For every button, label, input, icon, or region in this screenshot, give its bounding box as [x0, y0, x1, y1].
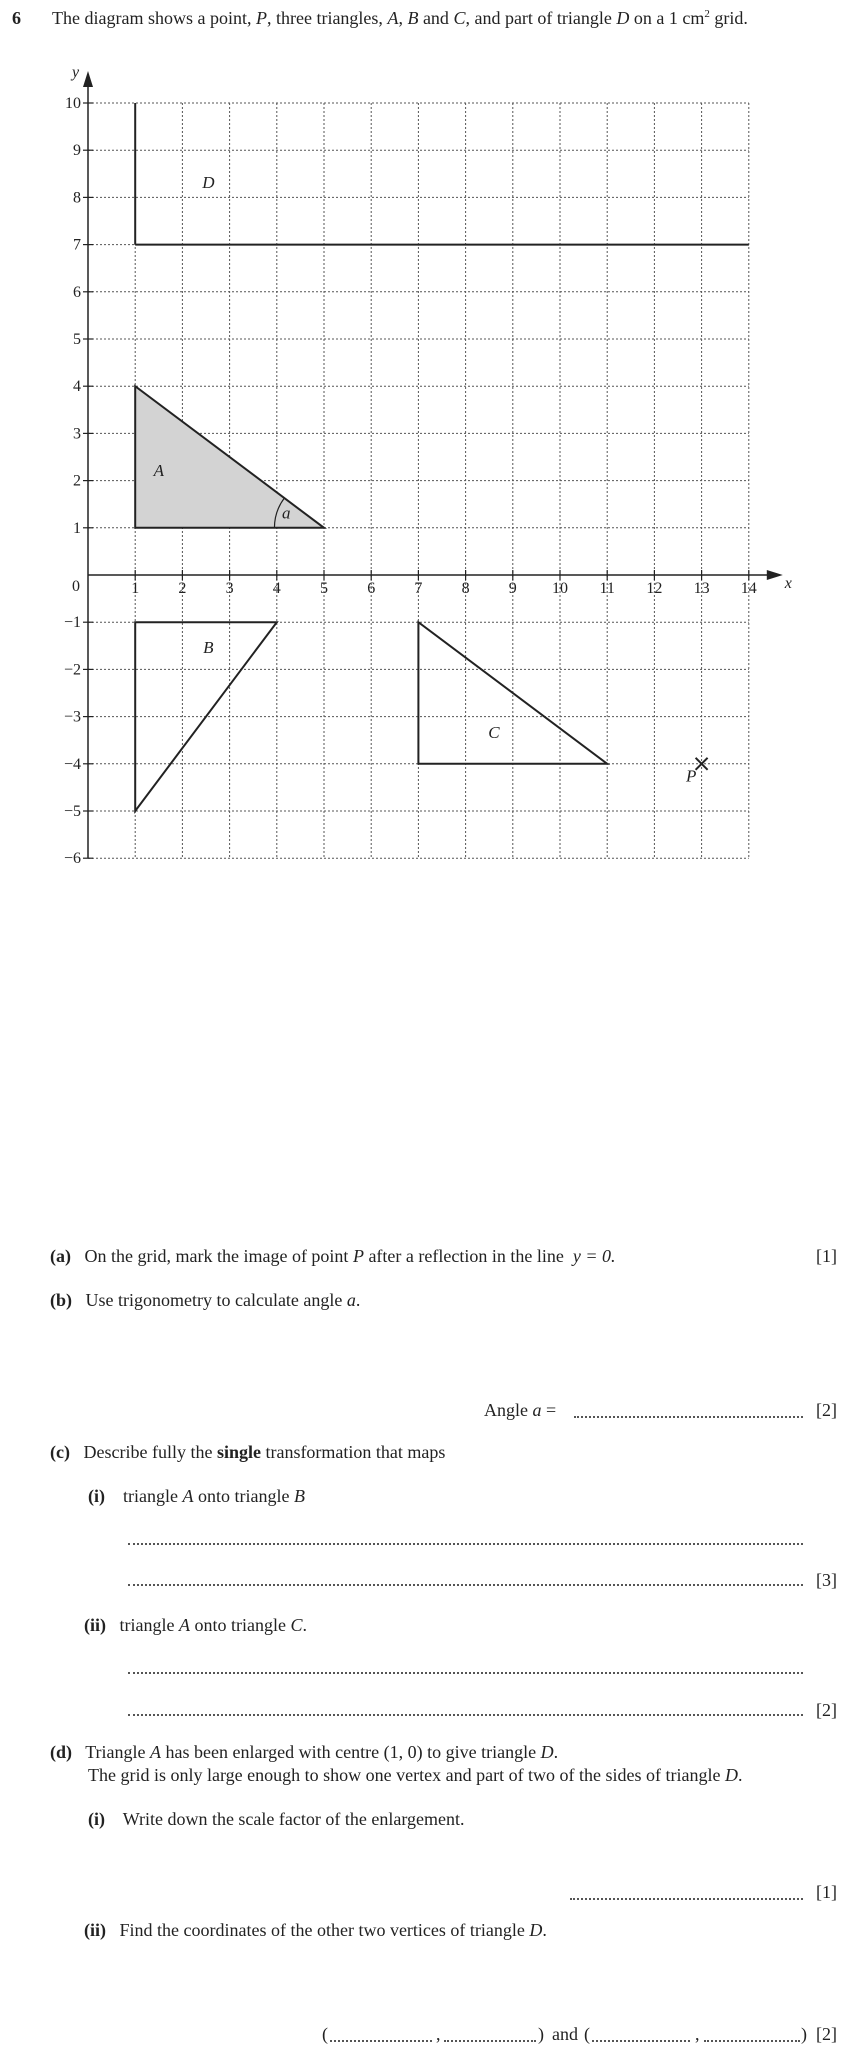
x-tick-label: 1	[131, 580, 140, 597]
part-c-ii-text: triangle	[119, 1615, 179, 1635]
part-c-i-letter: (i)	[88, 1486, 105, 1506]
y-tick-label: 1	[73, 519, 81, 537]
answer-line-c-i-1[interactable]	[128, 1543, 803, 1545]
part-d-var: A	[150, 1742, 162, 1762]
answer-d-ii-x1[interactable]	[330, 2040, 432, 2042]
part-c-text: Describe fully the	[83, 1442, 217, 1462]
part-c-ii-letter: (ii)	[84, 1615, 106, 1635]
part-d-ii-marks: [2]	[816, 2024, 837, 2044]
triangle-a-label: A	[153, 460, 164, 480]
y-tick-label: 4	[73, 378, 81, 396]
x-tick-label: 7	[414, 580, 423, 597]
x-tick-label: 9	[508, 580, 517, 597]
part-d-i-marks: [1]	[816, 1882, 837, 1902]
paren-close-1: )	[538, 2024, 544, 2044]
part-c-letter: (c)	[50, 1442, 70, 1462]
part-d-i-text: Write down the scale factor of the enlargement.	[122, 1809, 465, 1829]
part-d-line2	[88, 1765, 743, 1786]
part-c-i-var: B	[293, 1486, 305, 1506]
intro-var-b: B	[407, 8, 419, 28]
part-d-i	[88, 1809, 465, 1830]
y-axis-label: y	[72, 64, 80, 81]
y-tick-label: −1	[63, 614, 81, 632]
x-tick-label: 13	[693, 580, 710, 597]
part-c-ii-text: onto triangle	[189, 1615, 291, 1635]
x-tick-label: 6	[367, 580, 376, 597]
y-tick-label: −4	[63, 755, 81, 773]
part-c-i-text: onto triangle	[193, 1486, 294, 1506]
part-d-text: has been enlarged with centre (1, 0) to give triangle	[161, 1742, 541, 1762]
intro-var-d: D	[616, 8, 630, 28]
intro-var-p: P	[255, 8, 267, 28]
paren-open-2: (	[584, 2024, 590, 2044]
paren-close-2: )	[801, 2024, 807, 2044]
intro-text: The diagram shows a point,	[52, 8, 256, 28]
part-a-marks: [1]	[816, 1246, 837, 1266]
part-d-letter: (d)	[50, 1742, 72, 1762]
triangle-c-label: C	[488, 722, 500, 742]
part-b-marks: [2]	[816, 1400, 837, 1420]
part-d-text: Triangle	[85, 1742, 151, 1762]
origin-label: 0	[72, 578, 80, 595]
part-c-ii-text: .	[302, 1615, 307, 1635]
y-tick-label: 7	[73, 236, 81, 254]
y-tick-label: −6	[63, 850, 81, 868]
part-c-i	[88, 1486, 305, 1507]
part-c-text: transformation that maps	[260, 1442, 446, 1462]
and-text: and	[552, 2024, 578, 2044]
part-a-equation: y = 0.	[572, 1246, 616, 1266]
part-c	[50, 1442, 445, 1463]
x-tick-label: 3	[225, 580, 234, 597]
part-c-ii-marks: [2]	[816, 1700, 837, 1720]
y-tick-label: −2	[63, 661, 81, 679]
intro-text: , three triangles,	[266, 8, 388, 28]
answer-d-ii-y2[interactable]	[704, 2040, 800, 2042]
part-d-ii	[84, 1920, 547, 1941]
x-tick-label: 5	[320, 580, 328, 597]
triangle-b-label: B	[203, 637, 214, 657]
answer-line-c-i-2[interactable]	[128, 1584, 803, 1586]
intro-text: and	[418, 8, 454, 28]
triangle-d-label: D	[202, 172, 215, 192]
part-a-text: On the grid, mark the image of point	[84, 1246, 353, 1266]
part-c-ii	[84, 1615, 307, 1636]
answer-d-ii-y1[interactable]	[444, 2040, 536, 2042]
part-b-letter: (b)	[50, 1290, 72, 1310]
y-tick-label: 6	[73, 283, 81, 301]
intro-var-c: C	[453, 8, 466, 28]
part-c-i-var: A	[182, 1486, 194, 1506]
intro-text: , and part of triangle	[465, 8, 617, 28]
point-p-label: P	[686, 766, 697, 786]
x-tick-label: 2	[178, 580, 187, 597]
y-tick-label: −5	[63, 803, 81, 820]
part-d-text: The grid is only large enough to show one vertex and part of two of the sides of triangle	[88, 1765, 726, 1785]
part-b-text: .	[355, 1290, 361, 1310]
paren-open-1: (	[322, 2024, 328, 2044]
intro-text: on a 1 cm	[629, 8, 705, 28]
part-b-text: Use trigonometry to calculate angle	[85, 1290, 347, 1310]
answer-label-eq: =	[541, 1400, 557, 1420]
x-tick-label: 8	[461, 580, 470, 597]
angle-a-label: a	[281, 503, 291, 523]
part-c-i-marks: [3]	[816, 1570, 837, 1590]
part-b-answer-label	[484, 1400, 556, 1421]
shapes	[135, 103, 749, 811]
part-d	[50, 1742, 558, 1763]
part-a	[50, 1246, 615, 1267]
part-d-var: D	[725, 1765, 739, 1785]
coordinate-grid[interactable]	[0, 0, 853, 880]
x-tick-label: 11	[599, 580, 615, 597]
x-tick-label: 14	[740, 580, 757, 597]
intro-text: ,	[398, 8, 408, 28]
part-d-text: .	[553, 1742, 559, 1762]
part-b-var: a	[346, 1290, 356, 1310]
part-d-var: D	[540, 1742, 554, 1762]
answer-line-c-ii-1[interactable]	[128, 1672, 803, 1674]
answer-line-b[interactable]	[574, 1416, 803, 1418]
intro-text: grid.	[709, 8, 748, 28]
part-c-i-text: triangle	[123, 1486, 183, 1506]
part-c-ii-var: C	[290, 1615, 303, 1635]
comma-1: ,	[436, 2024, 441, 2044]
x-axis-arrow	[767, 570, 783, 580]
part-a-var: P	[352, 1246, 364, 1266]
answer-line-d-i[interactable]	[570, 1898, 803, 1900]
x-tick-label: 12	[646, 580, 663, 597]
part-c-ii-var: A	[178, 1615, 190, 1635]
x-tick-label: 4	[272, 580, 281, 597]
y-tick-label: 10	[65, 95, 81, 112]
y-tick-label: 9	[73, 142, 81, 160]
part-d-text: .	[738, 1765, 743, 1785]
y-tick-label: 8	[73, 189, 81, 207]
answer-line-c-ii-2[interactable]	[128, 1714, 803, 1716]
part-d-ii-var: D	[529, 1920, 543, 1940]
part-b	[50, 1290, 360, 1311]
part-d-ii-letter: (ii)	[84, 1920, 106, 1940]
part-d-i-letter: (i)	[88, 1809, 105, 1829]
part-c-bold: single	[216, 1442, 261, 1462]
x-axis-label: x	[784, 575, 792, 592]
part-a-text: after a reflection in the line	[363, 1246, 569, 1266]
y-tick-label: 2	[73, 472, 81, 490]
x-tick-label: 10	[552, 580, 568, 597]
y-tick-label: −3	[63, 708, 81, 726]
intro-var-a: A	[387, 8, 399, 28]
intro-superscript: 2	[704, 8, 710, 20]
answer-label-text: Angle	[484, 1400, 533, 1420]
answer-label-var: a	[532, 1400, 542, 1420]
y-tick-label: 3	[73, 425, 81, 443]
question-number: 6	[12, 8, 21, 28]
y-axis-arrow	[83, 71, 93, 87]
y-tick-label: 5	[73, 331, 81, 348]
part-a-letter: (a)	[50, 1246, 71, 1266]
answer-d-ii-x2[interactable]	[592, 2040, 690, 2042]
part-d-ii-text: .	[542, 1920, 547, 1940]
part-d-ii-text: Find the coordinates of the other two vertices of triangle	[119, 1920, 530, 1940]
comma-2: ,	[695, 2024, 700, 2044]
